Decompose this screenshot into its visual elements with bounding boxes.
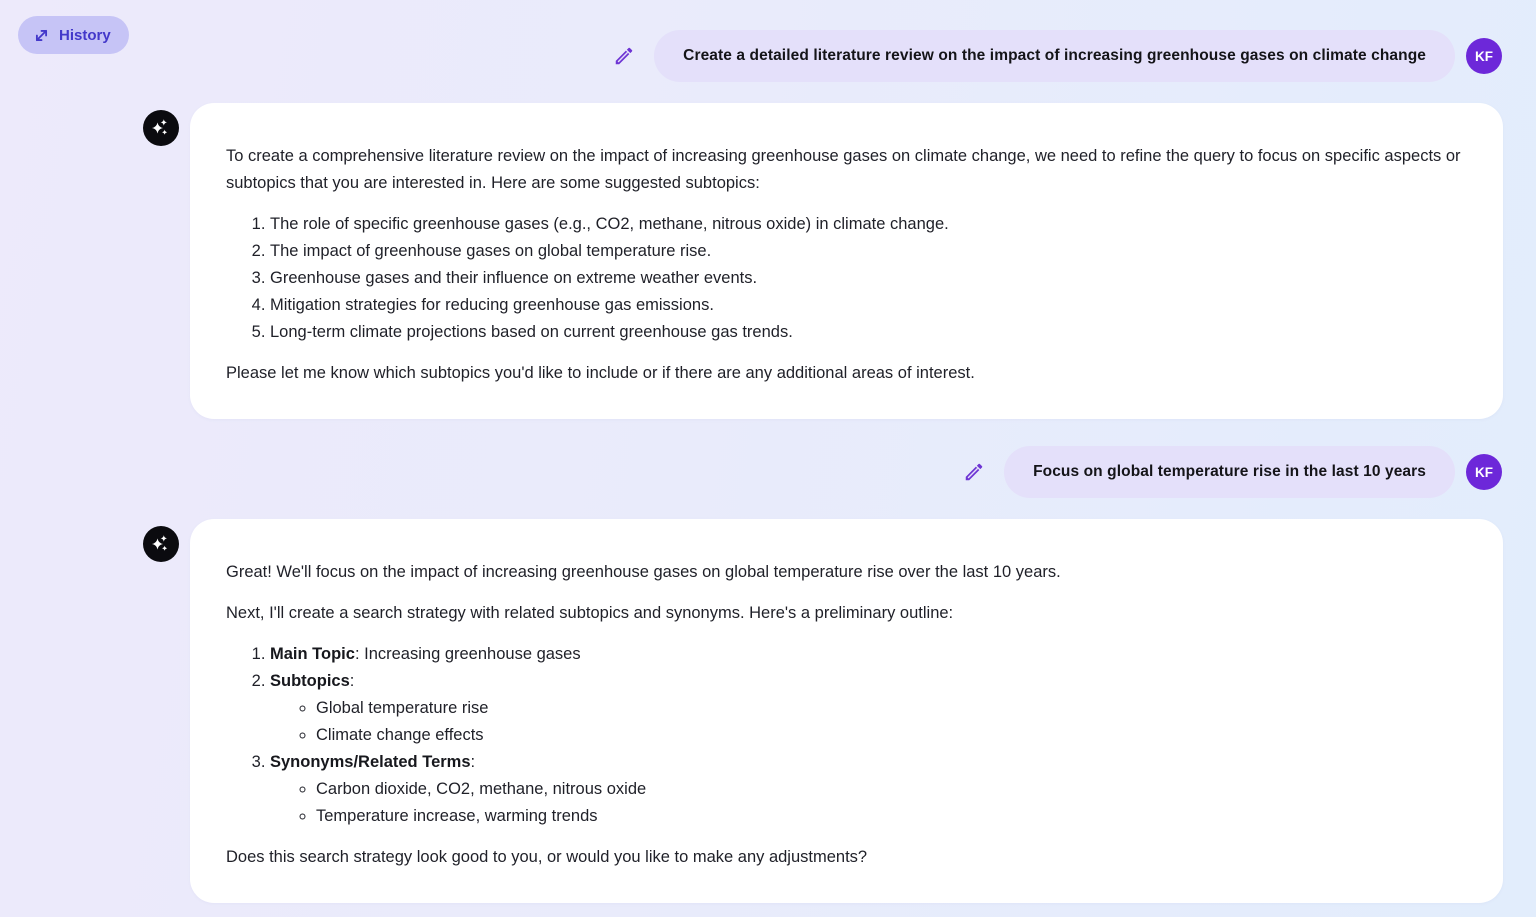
outline-sublist — [270, 695, 1463, 749]
user-message-bubble-1 — [654, 30, 1455, 82]
list-item — [270, 641, 1463, 668]
user-initials: KF — [1475, 464, 1493, 480]
outline-rest: : — [349, 672, 355, 690]
history-button-label: History — [59, 26, 111, 44]
list-item — [270, 749, 1463, 830]
pencil-icon — [963, 461, 985, 483]
list-item: 1. The role of specific greenhouse gases (e.g., CO2, methane, nitrous oxide) in climate change. — [270, 211, 1463, 238]
user-initials: KF — [1475, 48, 1493, 64]
list-item: ◦ Temperature increase, warming trends — [316, 803, 1463, 830]
list-item: ◦ Global temperature rise — [316, 695, 1463, 722]
list-item: 5. Long-term climate projections based on current greenhouse gas trends. — [270, 319, 1463, 346]
list-item: ◦ Carbon dioxide, CO2, methane, nitrous oxide — [316, 776, 1463, 803]
user-avatar — [1466, 38, 1502, 74]
pencil-icon — [613, 45, 635, 67]
assistant-message-card-1 — [190, 103, 1503, 419]
edit-message-button-1[interactable] — [613, 45, 635, 67]
assistant-message-card-2 — [190, 519, 1503, 903]
assistant-avatar — [143, 110, 179, 146]
assistant1-outro: Please let me know which subtopics you'd like to include or if there are any additional areas of interest. — [226, 364, 975, 382]
list-item: 2. The impact of greenhouse gases on global temperature rise. — [270, 238, 1463, 265]
outline-rest: : Increasing greenhouse gases — [354, 645, 581, 663]
edit-message-button-2[interactable] — [963, 461, 985, 483]
assistant1-subtopic-list — [226, 211, 1463, 346]
outline-label: Main Topic — [270, 645, 355, 663]
list-item: 3. Greenhouse gases and their influence on extreme weather events. — [270, 265, 1463, 292]
user-message-row-2 — [0, 446, 1536, 498]
assistant2-outro: Does this search strategy look good to you, or would you like to make any adjustments? — [226, 848, 868, 866]
assistant-avatar — [143, 526, 179, 562]
assistant2-para2: Next, I'll create a search strategy with related subtopics and synonyms. Here's a preliminary outline: — [226, 604, 954, 622]
list-item — [270, 668, 1463, 749]
sparkles-icon — [148, 115, 174, 141]
sparkles-icon — [148, 531, 174, 557]
outline-label: Synonyms/Related Terms — [270, 753, 471, 771]
assistant1-intro: To create a comprehensive literature review on the impact of increasing greenhouse gases on climate change, we need to refine the query to focus on specific aspects or subtopics that you are interested in. Here are some suggested subtopics: — [226, 147, 1461, 192]
assistant-message-row-1 — [0, 103, 1536, 419]
user-message-row-1 — [0, 30, 1536, 82]
list-item: 4. Mitigation strategies for reducing greenhouse gas emissions. — [270, 292, 1463, 319]
user-avatar — [1466, 454, 1502, 490]
outline-label: Subtopics — [270, 672, 350, 690]
outline-rest: : — [470, 753, 476, 771]
assistant2-para1: Great! We'll focus on the impact of increasing greenhouse gases on global temperature rise over the last 10 years. — [226, 563, 1061, 581]
list-item: ◦ Climate change effects — [316, 722, 1463, 749]
assistant2-outline-list — [226, 641, 1463, 830]
user-message-text-2: Focus on global temperature rise in the last 10 years — [1033, 463, 1426, 480]
outline-sublist — [270, 776, 1463, 830]
user-message-text-1: Create a detailed literature review on the impact of increasing greenhouse gases on climate change — [683, 47, 1426, 64]
assistant-message-row-2 — [0, 519, 1536, 903]
user-message-bubble-2 — [1004, 446, 1455, 498]
